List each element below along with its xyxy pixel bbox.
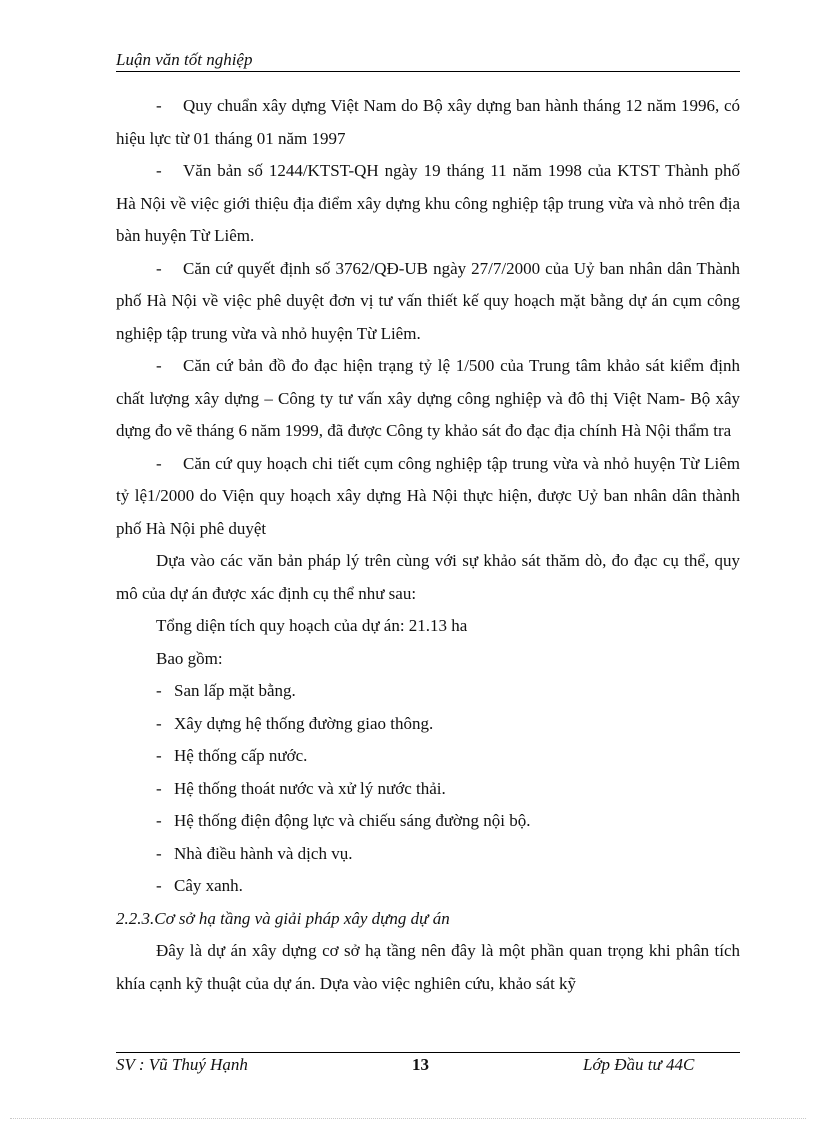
bullet-paragraph: - Căn cứ quyết định số 3762/QĐ-UB ngày 27/7/2000 của Uỷ ban nhân dân Thành phố Hà Nội về việc phê duyệt đơn vị tư vấn thiết kế quy hoạch mặt bằng dự án cụm công nghiệp tập trung vừa và nhỏ huyện Từ Liêm. [116,253,740,351]
list-item: - Hệ thống cấp nước. [116,740,740,773]
footer-rule [116,1052,740,1053]
dash-marker: - [156,713,162,733]
dash-marker: - [156,96,162,115]
footer-class: Lớp Đầu tư 44C [583,1055,695,1074]
section-heading: 2.2.3.Cơ sở hạ tầng và giải pháp xây dựng dự án [116,908,450,928]
list-item: - Hệ thống thoát nước và xử lý nước thải. [116,773,740,806]
bullet-paragraph: - Căn cứ quy hoạch chi tiết cụm công nghiệp tập trung vừa và nhỏ huyện Từ Liêm tỷ lệ1/2000 do Viện quy hoạch xây dựng Hà Nội thực hiện, được Uỷ ban nhân dân thành phố Hà Nội phê duyệt [116,448,740,546]
document-body [116,90,740,1000]
dash-marker: - [156,778,162,798]
list-item: - Nhà điều hành và dịch vụ. [116,838,740,871]
dash-marker: - [156,876,162,895]
dash-marker: - [156,681,162,700]
total-area: Tổng diện tích quy hoạch của dự án: 21.13 ha [156,616,468,635]
page-boundary [10,1118,806,1119]
list-item: - Cây xanh. [116,870,740,903]
dash-marker: - [156,746,162,765]
bullet-paragraph: - Căn cứ bản đồ đo đạc hiện trạng tỷ lệ 1/500 của Trung tâm khảo sát kiểm định chất lượng xây dựng – Công ty tư vấn xây dựng công nghiệp và đô thị Việt Nam- Bộ xây dựng đo vẽ tháng 6 năm 1999, đã được Công ty khảo sát đo đạc địa chính Hà Nội thẩm tra [116,350,740,448]
bullet-paragraph: - Quy chuẩn xây dựng Việt Nam do Bộ xây dựng ban hành tháng 12 năm 1996, có hiệu lực từ 01 tháng 01 năm 1997 [116,90,740,155]
dash-marker: - [156,453,162,473]
dash-marker: - [156,161,162,180]
list-item: - San lấp mặt bằng. [116,675,740,708]
body-paragraph: Đây là dự án xây dựng cơ sở hạ tầng nên đây là một phần quan trọng khi phân tích khía cạnh kỹ thuật của dự án. Dựa vào việc nghiên cứu, khảo sát kỹ [116,941,740,993]
dash-marker: - [156,356,162,375]
page-header: Luận văn tốt nghiệp [116,50,253,69]
body-paragraph: Dựa vào các văn bản pháp lý trên cùng với sự khảo sát thăm dò, đo đạc cụ thể, quy mô của dự án được xác định cụ thể như sau: [116,551,740,603]
bullet-paragraph: - Văn bản số 1244/KTST-QH ngày 19 tháng 11 năm 1998 của KTST Thành phố Hà Nội về việc giới thiệu địa điểm xây dựng khu công nghiệp tập trung vừa và nhỏ trên địa bàn huyện Từ Liêm. [116,155,740,253]
dash-marker: - [156,811,162,830]
includes-label: Bao gồm: [156,648,223,668]
list-item: - Xây dựng hệ thống đường giao thông. [116,708,740,741]
page-number: 13 [412,1055,429,1074]
dash-marker: - [156,258,162,278]
dash-marker: - [156,843,162,863]
header-rule [116,71,740,72]
footer-student: SV : Vũ Thuý Hạnh [116,1055,248,1074]
list-item: - Hệ thống điện động lực và chiếu sáng đường nội bộ. [116,805,740,838]
